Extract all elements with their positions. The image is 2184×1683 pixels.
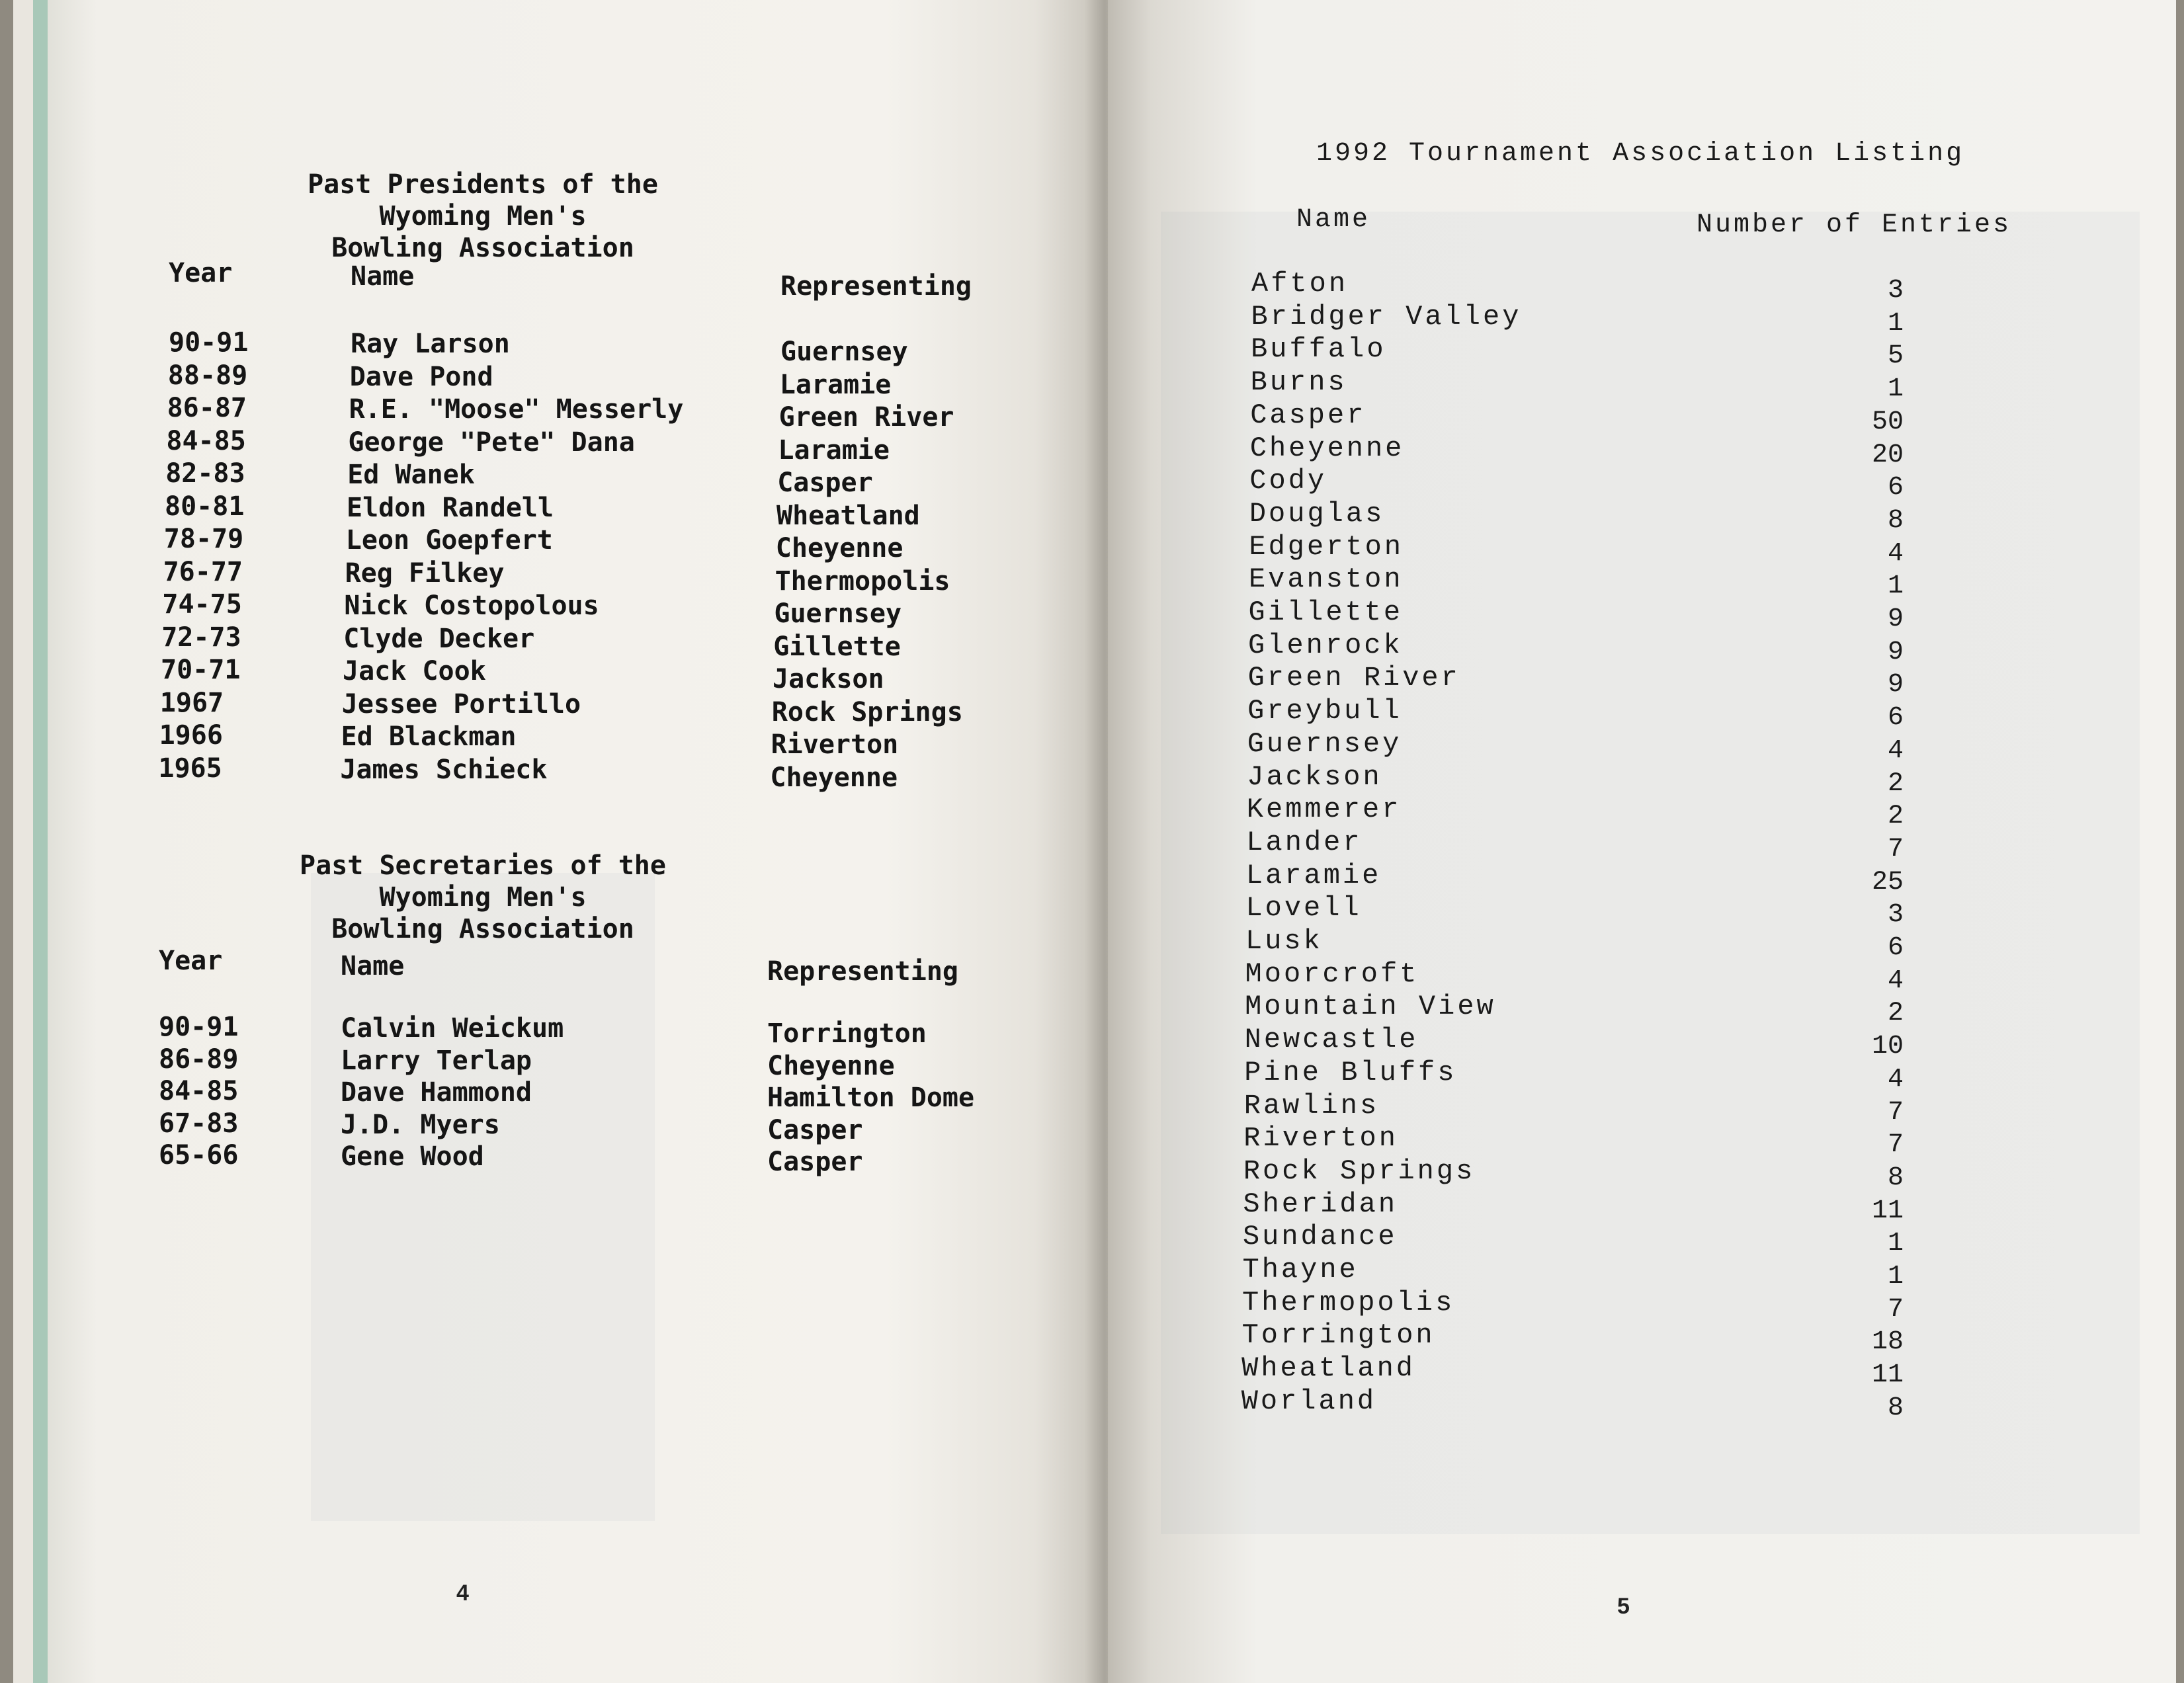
- listing-entry-count: 1: [1887, 374, 1904, 405]
- secretary-name: J.D. Myers: [341, 1109, 500, 1140]
- secretary-year: 90-91: [159, 1012, 239, 1042]
- secretary-representing: Torrington: [767, 1018, 927, 1049]
- listing-association-name: Thayne: [1242, 1254, 1359, 1286]
- listing-association-name: Cheyenne: [1249, 432, 1405, 464]
- presidents-representing-header: Representing: [780, 271, 972, 302]
- listing-association-name: Green River: [1247, 662, 1460, 694]
- secretary-representing: Hamilton Dome: [767, 1083, 975, 1113]
- president-year: 1967: [159, 687, 224, 718]
- secretary-year: 65-66: [159, 1140, 239, 1170]
- president-year: 74-75: [162, 589, 242, 620]
- secretaries-name-header: Name: [341, 951, 405, 981]
- listing-entry-count: 9: [1887, 604, 1904, 634]
- secretary-name: Larry Terlap: [341, 1045, 532, 1076]
- president-name: Dave Pond: [349, 361, 493, 392]
- listing-entry-count: 1: [1887, 571, 1904, 602]
- listing-entry-count: 1: [1887, 1262, 1904, 1292]
- president-name: Nick Costopolous: [344, 591, 599, 621]
- listing-association-name: Worland: [1241, 1385, 1377, 1417]
- president-name: Clyde Decker: [343, 623, 535, 654]
- president-year: 86-87: [167, 393, 247, 423]
- listing-name-header: Name: [1296, 205, 1371, 235]
- secretary-representing: Casper: [767, 1147, 863, 1177]
- president-representing: Guernsey: [780, 337, 908, 367]
- listing-entry-count: 3: [1887, 900, 1904, 930]
- listing-entry-count: 2: [1887, 801, 1904, 832]
- secretary-name: Gene Wood: [341, 1141, 484, 1172]
- listing-entry-count: 3: [1887, 276, 1904, 306]
- president-representing: Cheyenne: [770, 762, 898, 793]
- listing-association-name: Greybull: [1247, 695, 1402, 727]
- listing-association-name: Newcastle: [1244, 1024, 1419, 1056]
- listing-entry-count: 8: [1887, 1163, 1904, 1193]
- listing-entry-count: 11: [1871, 1360, 1904, 1391]
- listing-association-name: Cody: [1249, 465, 1327, 497]
- president-name: Ed Blackman: [341, 721, 517, 752]
- president-name: R.E. "Moose" Messerly: [349, 394, 684, 425]
- listing-association-name: Riverton: [1243, 1122, 1398, 1155]
- presidents-name-header: Name: [351, 261, 415, 292]
- listing-entry-count: 20: [1871, 440, 1904, 470]
- listing-association-name: Kemmerer: [1246, 794, 1402, 826]
- listing-entry-count: 50: [1871, 407, 1904, 437]
- listing-entry-count: 4: [1887, 965, 1904, 996]
- president-year: 84-85: [166, 425, 246, 456]
- president-representing: Jackson: [773, 664, 884, 694]
- listing-association-name: Jackson: [1247, 760, 1382, 793]
- listing-association-name: Douglas: [1249, 497, 1385, 530]
- listing-entry-count: 4: [1887, 735, 1904, 766]
- president-year: 72-73: [161, 622, 241, 653]
- secretary-name: Dave Hammond: [341, 1077, 532, 1108]
- listing-entry-count: 9: [1887, 637, 1904, 667]
- listing-entry-count: 7: [1887, 1130, 1904, 1161]
- president-name: Jessee Portillo: [341, 688, 581, 719]
- president-name: Leon Goepfert: [345, 525, 553, 555]
- listing-entry-count: 2: [1887, 999, 1904, 1029]
- listing-title: 1992 Tournament Association Listing: [1316, 139, 1965, 169]
- secretary-year: 84-85: [159, 1076, 239, 1106]
- president-year: 1965: [158, 753, 222, 784]
- listing-entry-count: 7: [1887, 1294, 1904, 1325]
- listing-association-name: Gillette: [1248, 596, 1404, 628]
- left-page: [33, 0, 1098, 1683]
- listing-association-name: Guernsey: [1247, 727, 1402, 760]
- president-name: James Schieck: [340, 754, 548, 785]
- listing-association-name: Torrington: [1241, 1319, 1435, 1352]
- listing-entries-header: Number of Entries: [1697, 210, 2012, 240]
- listing-association-name: Afton: [1251, 268, 1349, 300]
- listing-entry-count: 6: [1887, 933, 1904, 963]
- president-year: 76-77: [163, 556, 243, 587]
- president-year: 78-79: [163, 524, 244, 554]
- listing-entry-count: 7: [1887, 834, 1904, 864]
- president-representing: Thermopolis: [775, 565, 950, 596]
- listing-association-name: Sheridan: [1243, 1188, 1398, 1220]
- president-name: George "Pete" Dana: [348, 427, 635, 458]
- listing-entry-count: 1: [1887, 308, 1904, 339]
- president-representing: Green River: [778, 402, 954, 432]
- listing-entry-count: 6: [1887, 703, 1904, 733]
- listing-entry-count: 5: [1887, 341, 1904, 372]
- listing-entry-count: 8: [1887, 505, 1904, 536]
- secretaries-representing-header: Representing: [767, 956, 958, 987]
- listing-association-name: Lusk: [1245, 925, 1323, 957]
- secretaries-title: Past Secretaries of the Wyoming Men's Bowling Association: [300, 850, 666, 944]
- president-year: 90-91: [169, 327, 249, 358]
- president-representing: Casper: [777, 468, 873, 498]
- listing-entry-count: 9: [1887, 670, 1904, 700]
- listing-association-name: Bridger Valley: [1251, 300, 1522, 333]
- president-representing: Riverton: [771, 729, 899, 760]
- page-number-right: 5: [1617, 1594, 1630, 1619]
- listing-entry-count: 8: [1887, 1393, 1904, 1423]
- listing-entry-count: 25: [1871, 867, 1904, 897]
- listing-association-name: Sundance: [1242, 1221, 1398, 1253]
- listing-association-name: Laramie: [1245, 859, 1382, 891]
- listing-entry-count: 4: [1887, 1064, 1904, 1094]
- secretary-year: 67-83: [159, 1108, 239, 1139]
- listing-entry-count: 7: [1887, 1097, 1904, 1128]
- president-representing: Laramie: [779, 369, 892, 400]
- presidents-title: Past Presidents of the Wyoming Men's Bowling Association: [308, 169, 658, 263]
- listing-association-name: Burns: [1250, 366, 1347, 399]
- presidents-year-header: Year: [169, 258, 233, 288]
- president-name: Ray Larson: [351, 329, 510, 359]
- secretary-representing: Cheyenne: [767, 1050, 895, 1081]
- listing-entry-count: 10: [1871, 1032, 1904, 1062]
- listing-association-name: Evanston: [1248, 563, 1404, 596]
- president-representing: Rock Springs: [771, 696, 963, 727]
- listing-entry-count: 2: [1887, 768, 1904, 799]
- listing-association-name: Edgerton: [1249, 530, 1404, 563]
- president-name: Reg Filkey: [345, 557, 505, 589]
- secretary-representing: Casper: [767, 1114, 863, 1145]
- president-year: 80-81: [165, 491, 245, 522]
- president-representing: Wheatland: [777, 500, 920, 531]
- president-name: Jack Cook: [343, 656, 486, 686]
- listing-association-name: Pine Bluffs: [1244, 1056, 1457, 1088]
- booklet-spread: [13, 0, 2176, 1683]
- listing-association-name: Casper: [1250, 399, 1366, 431]
- listing-entry-count: 18: [1871, 1327, 1904, 1358]
- secretaries-year-header: Year: [159, 946, 223, 976]
- listing-entry-count: 11: [1871, 1196, 1904, 1226]
- president-year: 82-83: [165, 458, 245, 489]
- listing-association-name: Lovell: [1245, 892, 1362, 924]
- president-name: Ed Wanek: [347, 460, 475, 490]
- listing-association-name: Glenrock: [1248, 629, 1403, 661]
- listing-association-name: Rawlins: [1243, 1089, 1380, 1122]
- listing-association-name: Wheatland: [1241, 1352, 1415, 1385]
- secretary-name: Calvin Weickum: [341, 1013, 564, 1044]
- president-year: 88-89: [167, 360, 248, 391]
- listing-association-name: Mountain View: [1245, 991, 1496, 1023]
- president-representing: Cheyenne: [775, 533, 903, 563]
- listing-entry-count: 4: [1887, 538, 1904, 569]
- president-name: Eldon Randell: [347, 492, 554, 523]
- president-representing: Gillette: [773, 631, 901, 662]
- listing-entry-count: 6: [1887, 473, 1904, 503]
- president-representing: Guernsey: [774, 598, 902, 629]
- listing-association-name: Moorcroft: [1245, 958, 1419, 990]
- listing-entry-count: 1: [1887, 1229, 1904, 1259]
- listing-association-name: Lander: [1246, 826, 1363, 858]
- listing-association-name: Buffalo: [1251, 333, 1386, 366]
- listing-association-name: Rock Springs: [1243, 1155, 1476, 1187]
- president-year: 70-71: [161, 655, 241, 685]
- president-representing: Laramie: [778, 434, 890, 466]
- listing-association-name: Thermopolis: [1242, 1286, 1455, 1319]
- page-number-left: 4: [456, 1580, 469, 1606]
- secretary-year: 86-89: [159, 1044, 239, 1075]
- president-year: 1966: [159, 720, 223, 751]
